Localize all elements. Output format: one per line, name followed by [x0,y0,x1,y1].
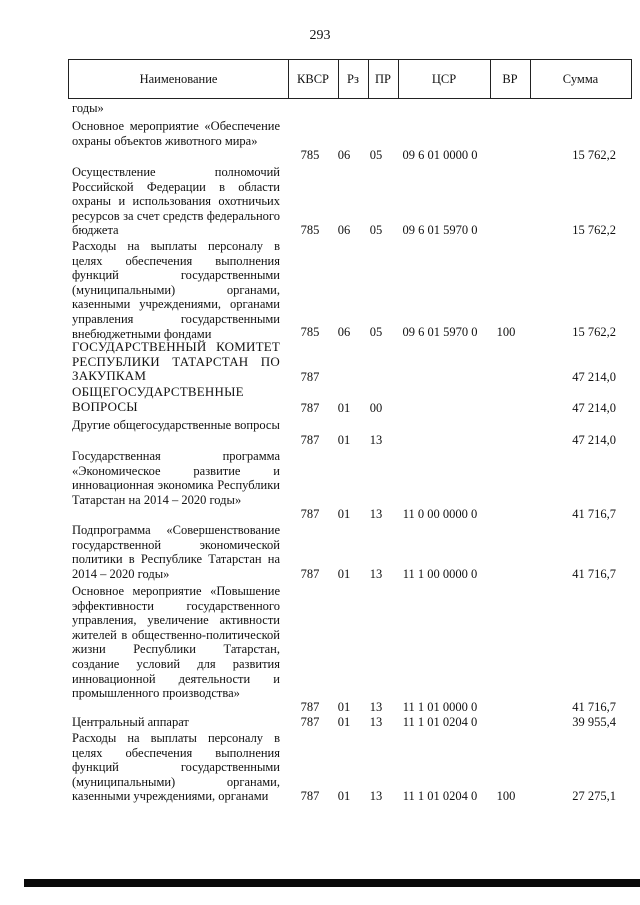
row-kvsr: 787 [300,567,320,581]
row-name: Центральный аппарат [72,715,189,729]
row-vr: 100 [496,325,516,339]
row-sum: 39 955,4 [572,715,616,729]
row-pr: 05 [369,223,383,237]
row-name: годы» [72,101,104,115]
row-csr: 09 6 01 5970 0 [402,223,478,237]
row-name: ОБЩЕГОСУДАРСТВЕННЫЕ ВОПРОСЫ [72,384,244,414]
row-name: ГОСУДАРСТВЕННЫЙ КОМИТЕТ РЕСПУБЛИКИ ТАТАРСТАН ПО ЗАКУПКАМ [72,339,280,384]
header-sum: Сумма [562,72,599,86]
row-kvsr: 787 [300,715,320,729]
row-name: Подпрограмма «Совершенствование государственной экономической политики в Республике Татарстан на 2014 – 2020 годы» [72,523,280,581]
row-rz: 01 [337,789,351,803]
row-rz: 01 [337,567,351,581]
row-csr: 11 1 01 0204 0 [402,715,478,729]
row-kvsr: 787 [300,401,320,415]
row-name: Осуществление полномочий Российской Федерации в области охраны и использования охотничьих ресурсов за счет средств федерального бюджета [72,165,280,238]
row-csr: 11 0 00 0000 0 [402,507,478,521]
row-pr: 05 [369,325,383,339]
header-vr: ВР [502,72,518,86]
row-name: Расходы на выплаты персоналу в целях обеспечения выполнения функций государственными (муниципальными) органами, казенными учреждениями, органами [72,731,280,804]
row-name: Основное мероприятие «Обеспечение охраны объектов животного мира» [72,119,280,148]
row-pr: 13 [369,700,383,714]
row-name: Основное мероприятие «Повышение эффективности государственного управления, увеличение активности жителей в общественно-политической жизни Республики Татарстан, создание условий для развития инновационной деятельности и промышленного производства» [72,584,280,701]
row-sum: 27 275,1 [572,789,616,803]
row-pr: 13 [369,507,383,521]
row-csr: 11 1 00 0000 0 [402,567,478,581]
row-kvsr: 787 [300,370,320,384]
row-kvsr: 787 [300,700,320,714]
row-kvsr: 785 [300,223,320,237]
row-sum: 15 762,2 [572,223,616,237]
page-number: 293 [309,28,331,43]
row-kvsr: 787 [300,507,320,521]
row-rz: 01 [337,700,351,714]
row-kvsr: 785 [300,325,320,339]
row-rz: 06 [337,148,351,162]
row-kvsr: 785 [300,148,320,162]
row-csr: 09 6 01 0000 0 [402,148,478,162]
row-name: Расходы на выплаты персоналу в целях обеспечения выполнения функций государственными (муниципальными) органами, казенными учреждениями, органами управления государственными внебюджетными фондами [72,239,280,341]
row-pr: 13 [369,433,383,447]
row-pr: 00 [369,401,383,415]
row-csr: 11 1 01 0000 0 [402,700,478,714]
row-sum: 41 716,7 [572,700,616,714]
scan-edge-bar [24,879,640,887]
row-rz: 01 [337,507,351,521]
row-rz: 01 [337,401,351,415]
header-kvsr: КВСР [297,72,329,86]
row-sum: 47 214,0 [572,370,616,384]
row-sum: 47 214,0 [572,401,616,415]
row-sum: 41 716,7 [572,507,616,521]
row-vr: 100 [496,789,516,803]
row-rz: 01 [337,433,351,447]
row-csr: 09 6 01 5970 0 [402,325,478,339]
row-sum: 15 762,2 [572,148,616,162]
row-sum: 47 214,0 [572,433,616,447]
header-csr: ЦСР [431,72,457,86]
row-kvsr: 787 [300,789,320,803]
row-pr: 13 [369,567,383,581]
row-pr: 05 [369,148,383,162]
row-rz: 01 [337,715,351,729]
header-pr: ПР [375,72,391,86]
row-sum: 41 716,7 [572,567,616,581]
row-name: Другие общегосударственные вопросы [72,418,280,432]
header-rz: Рз [347,72,359,86]
row-pr: 13 [369,715,383,729]
row-csr: 11 1 01 0204 0 [402,789,478,803]
row-name: Государственная программа «Экономическое развитие и инновационная экономика Республики Татарстан на 2014 – 2020 годы» [72,449,280,507]
table-header [68,59,632,99]
row-rz: 06 [337,223,351,237]
row-sum: 15 762,2 [572,325,616,339]
row-pr: 13 [369,789,383,803]
row-rz: 06 [337,325,351,339]
header-name: Наименование [139,72,218,86]
row-kvsr: 787 [300,433,320,447]
